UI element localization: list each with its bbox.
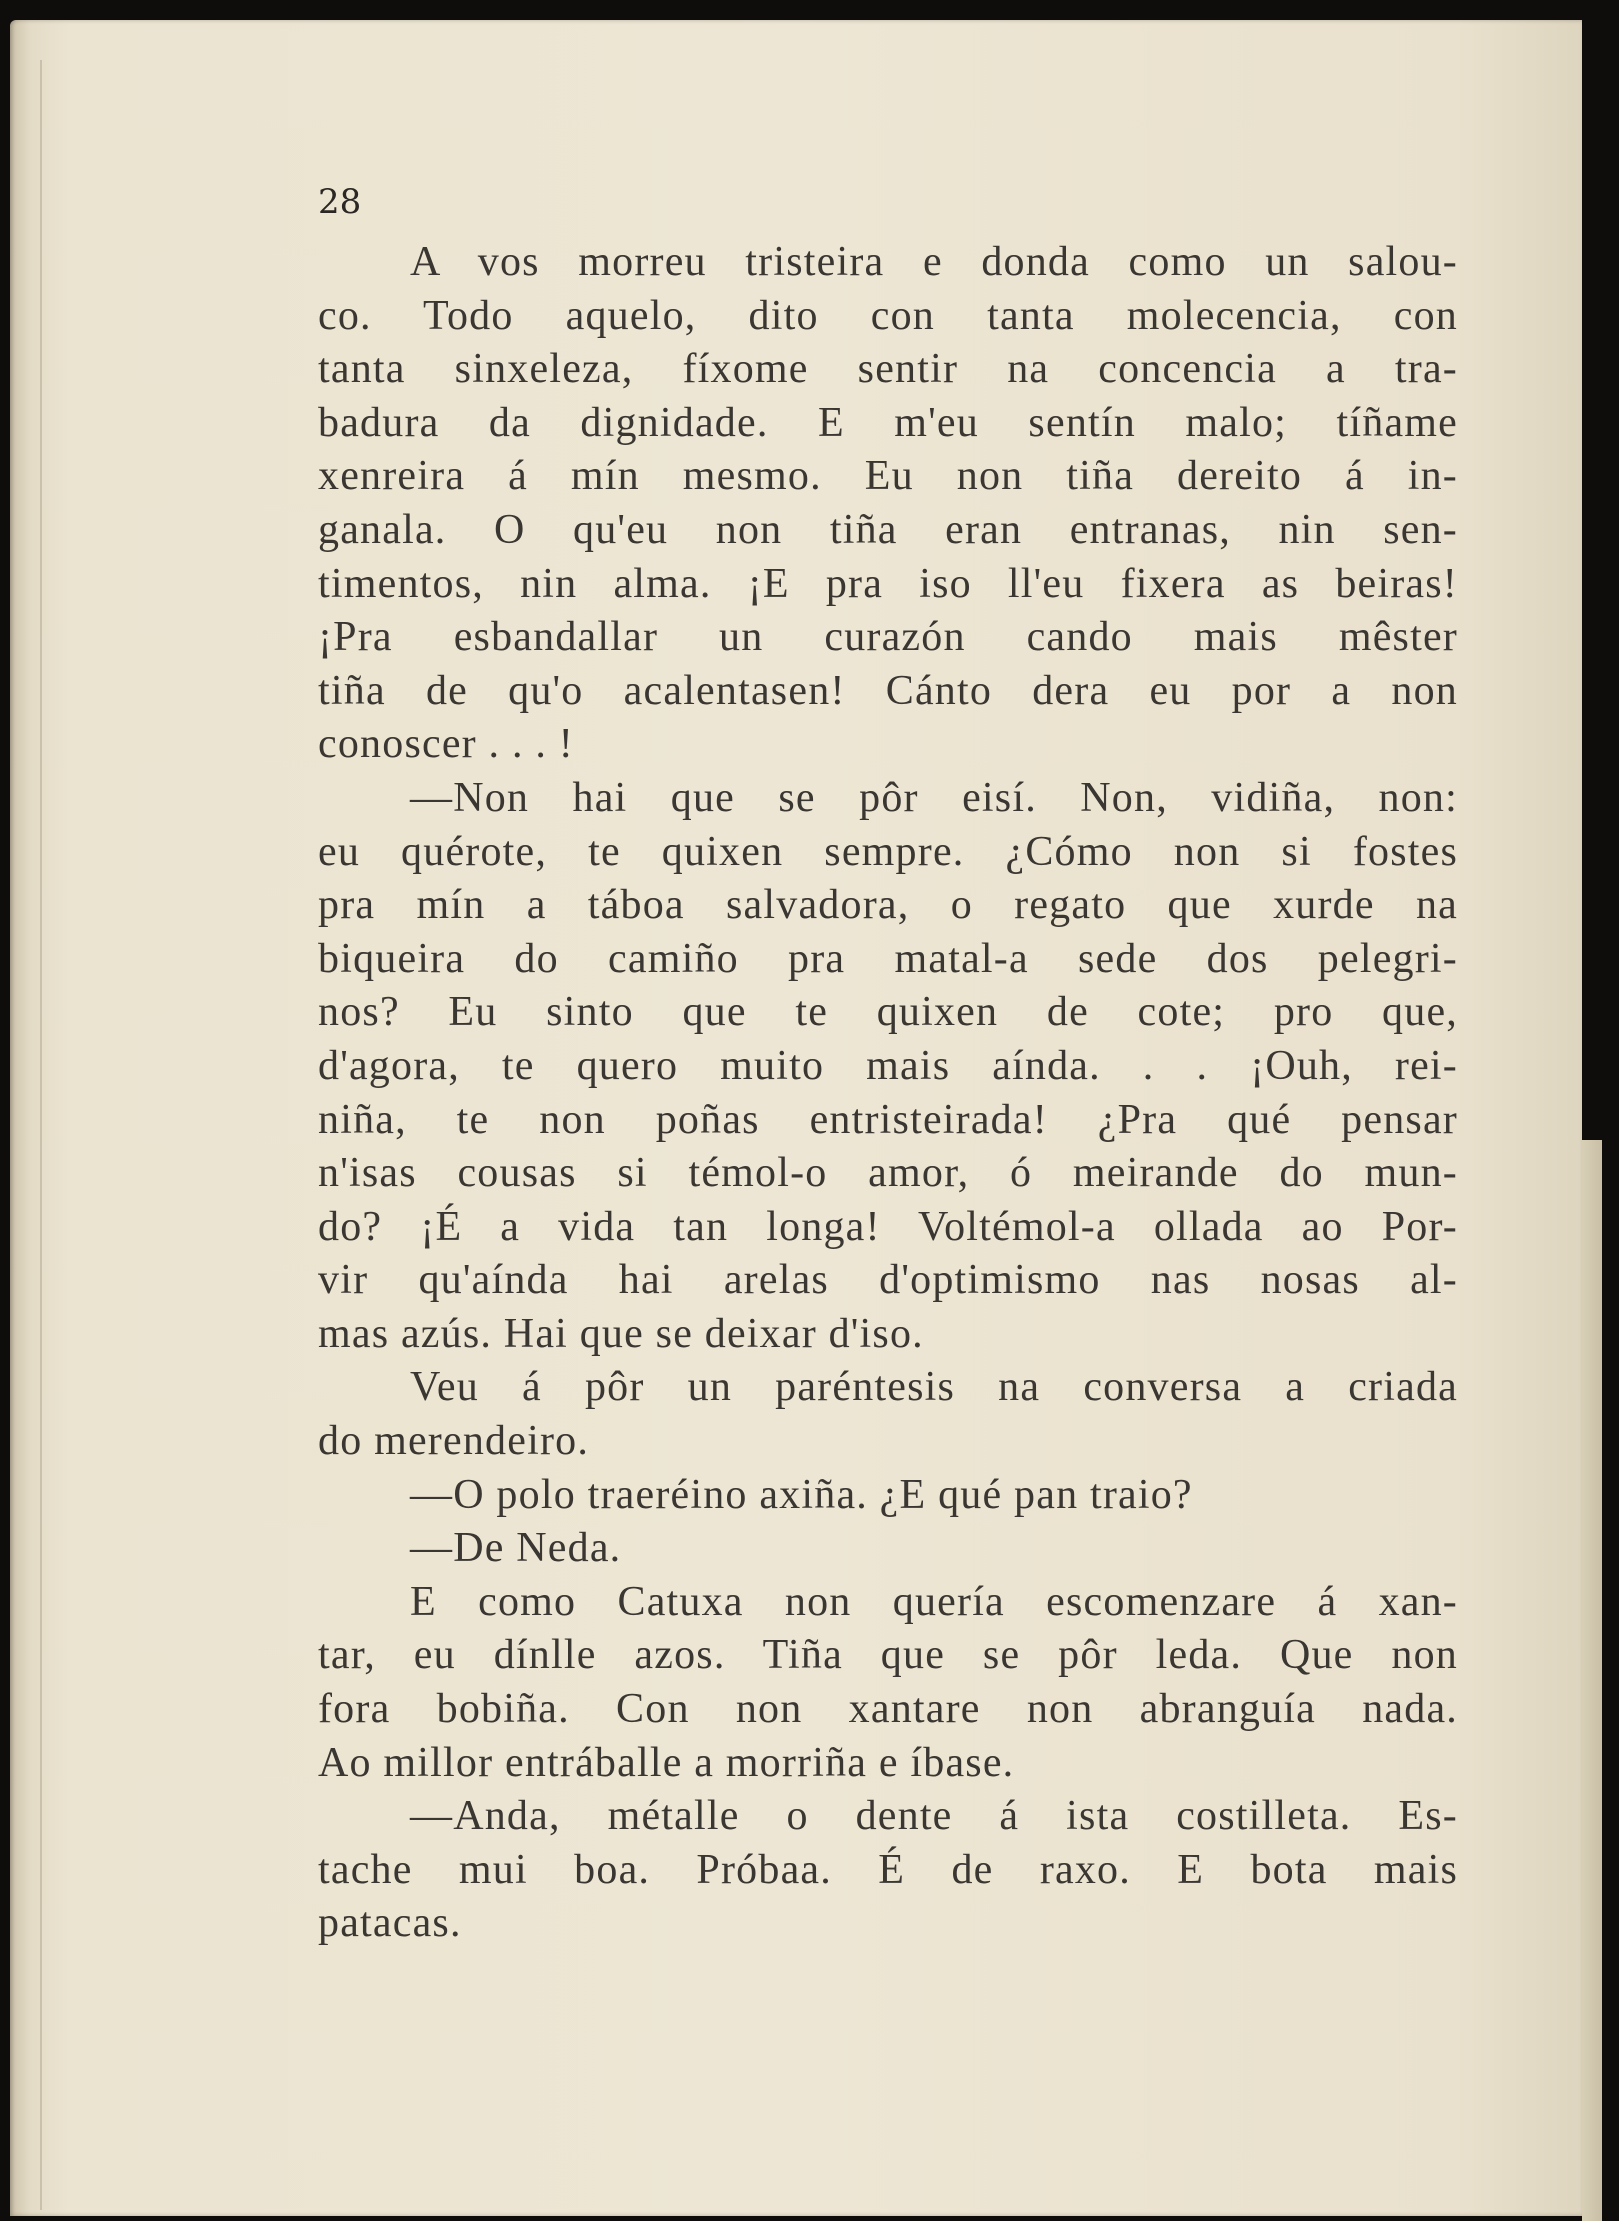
text-line: eu quérote, te quixen sempre. ¿Cómo non si fostes xyxy=(318,828,1458,875)
text-line: mas azús. Hai que se deixar d'iso. xyxy=(318,1310,924,1357)
text-line: xenreira á mín mesmo. Eu non tiña dereito á in- xyxy=(318,453,1458,500)
binding-crease xyxy=(40,60,42,2210)
text-line: n'isas cousas si témol-o amor, ó meirande do mun- xyxy=(318,1150,1458,1197)
text-line: —Anda, métalle o dente á ista costilleta. Es- xyxy=(410,1793,1458,1840)
text-line: co. Todo aquelo, dito con tanta molecencia, con xyxy=(318,292,1458,339)
text-line: pra mín a táboa salvadora, o regato que xurde na xyxy=(318,882,1458,929)
text-line: timentos, nin alma. ¡E pra iso ll'eu fixera as beiras! xyxy=(318,560,1458,607)
text-line: —Non hai que se pôr eisí. Non, vidiña, non: xyxy=(410,774,1458,821)
text-line: tanta sinxeleza, fíxome sentir na concencia a tra- xyxy=(318,346,1458,393)
text-line: tar, eu dínlle azos. Tiña que se pôr leda. Que non xyxy=(318,1632,1458,1679)
text-line: patacas. xyxy=(318,1900,462,1947)
page-edge xyxy=(1582,1140,1602,2221)
text-line: vir qu'aínda hai arelas d'optimismo nas nosas al- xyxy=(318,1257,1458,1304)
text-line: nos? Eu sinto que te quixen de cote; pro que, xyxy=(318,989,1458,1036)
page-number: 28 xyxy=(318,182,362,222)
text-line: E como Catuxa non quería escomenzare á xan- xyxy=(410,1578,1458,1625)
text-line: fora bobiña. Con non xantare non abranguía nada. xyxy=(318,1686,1458,1733)
text-line: Ao millor entráballe a morriña e íbase. xyxy=(318,1739,1015,1786)
text-line: tache mui boa. Próbaa. É de raxo. E bota mais xyxy=(318,1846,1458,1893)
text-line: —O polo traeréino axiña. ¿E qué pan traio? xyxy=(410,1471,1193,1518)
text-line: do? ¡É a vida tan longa! Voltémol-a ollada ao Por- xyxy=(318,1203,1458,1250)
text-line: do merendeiro. xyxy=(318,1418,590,1465)
text-line: A vos morreu tristeira e donda como un salou- xyxy=(410,239,1458,285)
text-line: ganala. O qu'eu non tiña eran entranas, nin sen- xyxy=(318,506,1458,553)
text-line: biqueira do camiño pra matal-a sede dos pelegri- xyxy=(318,935,1458,982)
text-line: ¡Pra esbandallar un curazón cando mais mêster xyxy=(318,614,1458,661)
text-line: Veu á pôr un paréntesis na conversa a criada xyxy=(410,1364,1458,1411)
text-line: niña, te non poñas entristeirada! ¿Pra qué pensar xyxy=(318,1096,1458,1143)
body-text xyxy=(318,236,1458,1951)
text-line: d'agora, te quero muito mais aínda. . . ¡Ouh, rei- xyxy=(318,1042,1458,1089)
text-line: —De Neda. xyxy=(410,1525,622,1572)
text-line: conoscer . . . ! xyxy=(318,721,574,768)
text-line: badura da dignidade. E m'eu sentín malo; tíñame xyxy=(318,399,1458,446)
text-line: tiña de qu'o acalentasen! Cánto dera eu por a non xyxy=(318,667,1458,714)
